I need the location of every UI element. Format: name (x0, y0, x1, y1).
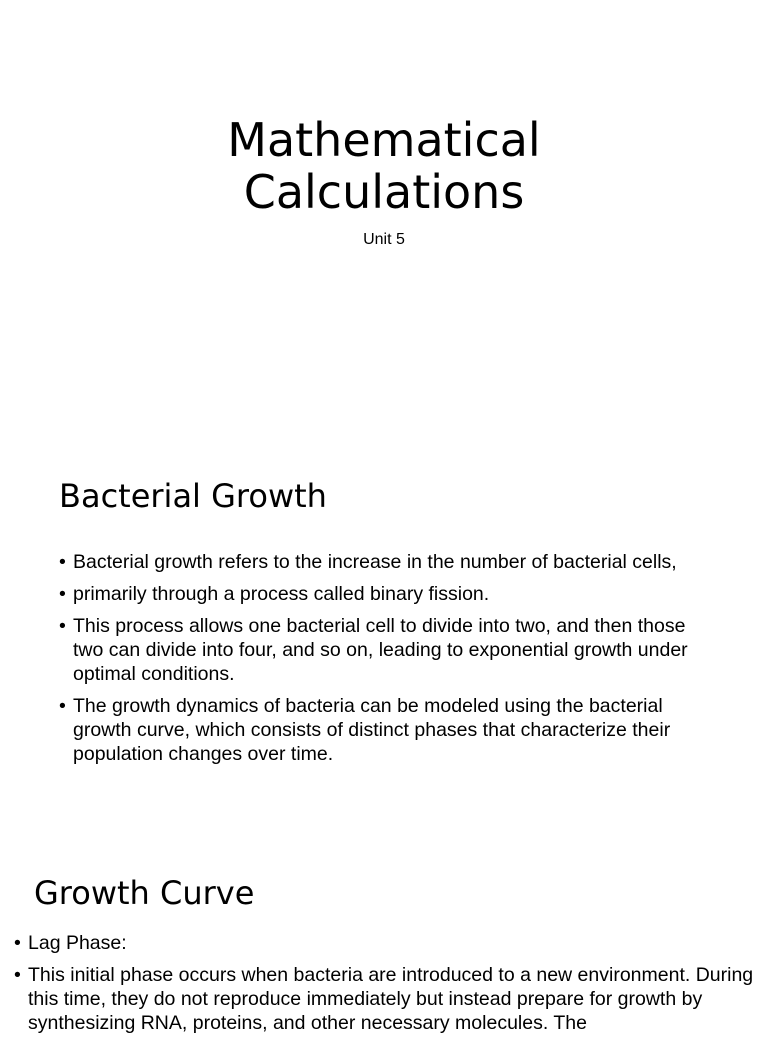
bullet-text: Lag Phase: (28, 932, 127, 954)
bullet-item (59, 694, 719, 766)
bullet-text: Bacterial growth refers to the increase in the number of bacterial cells, (73, 551, 677, 573)
title-line-2: Calculations (243, 165, 525, 219)
bullet-item (59, 550, 719, 574)
growth-curve-bullet-list (14, 931, 754, 1043)
bullet-dot: • (14, 964, 21, 986)
slide-title (0, 114, 768, 218)
slide-subtitle: Unit 5 (363, 231, 405, 248)
bullet-text: This process allows one bacterial cell to divide into two, and then those two can divide into four, and so on, leading to exponential growth under optimal conditions. (73, 615, 688, 685)
bacterial-growth-bullet-list (59, 550, 719, 774)
growth-curve-heading: Growth Curve (34, 874, 255, 912)
bacterial-growth-heading: Bacterial Growth (59, 477, 327, 515)
bullet-dot: • (59, 551, 66, 573)
bullet-text: This initial phase occurs when bacteria are introduced to a new environment. During this time, they do not reproduce immediately but instead prepare for growth by synthesizing RNA, proteins, and other necessary molecules. The (28, 964, 754, 1034)
title-line-1: Mathematical (227, 113, 541, 167)
bullet-item (14, 963, 754, 1035)
bullet-text: primarily through a process called binary fission. (73, 583, 490, 605)
bullet-dot: • (59, 583, 66, 605)
bullet-dot: • (14, 932, 21, 954)
bullet-dot: • (59, 695, 66, 717)
bullet-item (14, 931, 754, 955)
bullet-text: The growth dynamics of bacteria can be modeled using the bacterial growth curve, which consists of distinct phases that characterize their population changes over time. (73, 695, 671, 765)
bullet-dot: • (59, 615, 66, 637)
bullet-item (59, 582, 719, 606)
bullet-item (59, 614, 719, 686)
